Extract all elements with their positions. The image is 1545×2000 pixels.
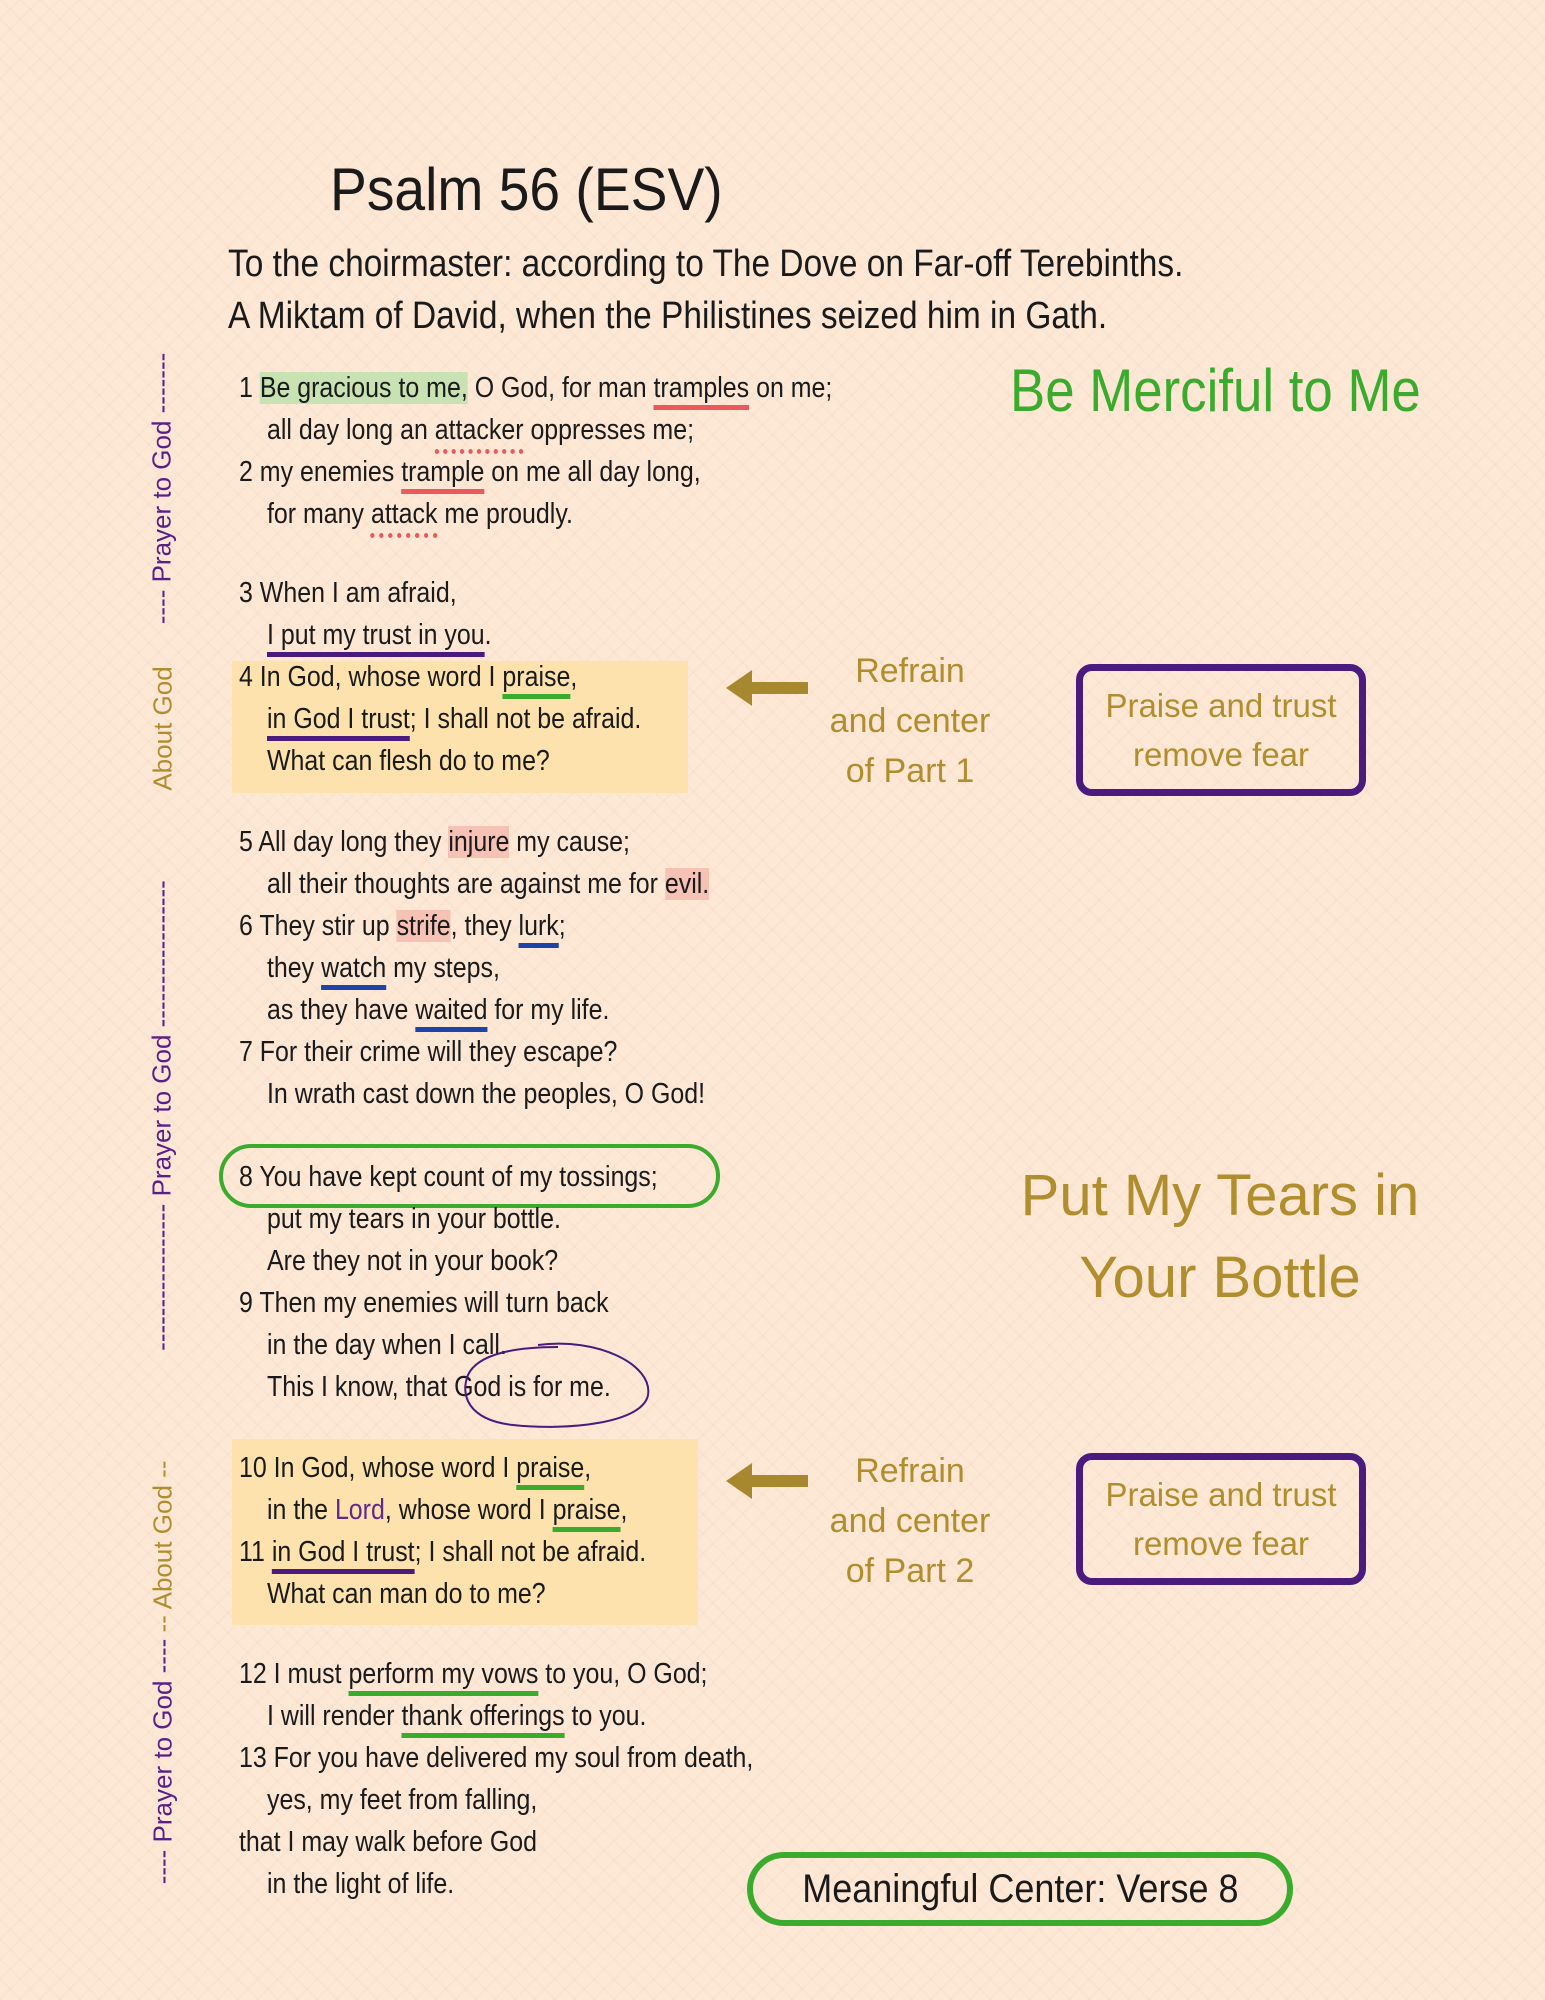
heading-part-2: Put My Tears in Your Bottle xyxy=(1020,1163,1420,1310)
verse-9c: This I know, that God is for me. xyxy=(267,1371,611,1403)
god-is-for-me-circle xyxy=(458,1335,658,1435)
verse-3a: 3 When I am afraid, xyxy=(239,577,457,609)
verse-7a: 7 For their crime will they escape? xyxy=(239,1036,618,1068)
verse-8a: 8 You have kept count of my tossings; xyxy=(239,1161,658,1193)
fear-box-1: Praise and trust remove fear xyxy=(1076,664,1366,796)
verse-3b: I put my trust in you. xyxy=(267,619,492,651)
verse-9b: in the day when I call. xyxy=(267,1329,507,1361)
meaningful-center-box: Meaningful Center: Verse 8 xyxy=(747,1852,1293,1926)
verse-11b: What can man do to me? xyxy=(267,1578,546,1610)
verse-13c: that I may walk before God xyxy=(239,1826,538,1858)
verse-10a: 10 In God, whose word I praise, xyxy=(239,1452,592,1484)
verse-5a: 5 All day long they injure my cause; xyxy=(239,826,630,858)
verse-6c: as they have waited for my life. xyxy=(267,994,610,1026)
verse-1b: all day long an attacker oppresses me; xyxy=(267,414,695,446)
side-label-about-2: -- About God -- xyxy=(147,1460,178,1633)
verse-8b: put my tears in your bottle. xyxy=(267,1203,561,1235)
fear-box-2: Praise and trust remove fear xyxy=(1076,1453,1366,1585)
verse-4a: 4 In God, whose word I praise, xyxy=(239,661,578,693)
side-label-prayer-3: ---- Prayer to God ---- xyxy=(147,1638,178,1885)
refrain-label-2: Refrain and center of Part 2 xyxy=(829,1452,991,1590)
verse-4b: in God I trust; I shall not be afraid. xyxy=(267,703,642,735)
verse-6b: they watch my steps, xyxy=(267,952,500,984)
highlight-gracious: Be gracious to me, xyxy=(259,372,468,404)
page-title: Psalm 56 (ESV) xyxy=(330,156,723,223)
arrow-left-icon xyxy=(726,1461,808,1501)
verse-13a: 13 For you have delivered my soul from death, xyxy=(239,1742,754,1774)
verse-2a: 2 my enemies trample on me all day long, xyxy=(239,456,701,488)
verse-8c: Are they not in your book? xyxy=(267,1245,559,1277)
verse-4c: What can flesh do to me? xyxy=(267,745,550,777)
verse-12a: 12 I must perform my vows to you, O God; xyxy=(239,1658,708,1690)
verse-10b: in the Lord, whose word I praise, xyxy=(267,1494,628,1526)
side-label-prayer-1: ---- Prayer to God ------- xyxy=(146,352,177,625)
refrain-label-1: Refrain and center of Part 1 xyxy=(829,652,991,790)
verse-12b: I will render thank offerings to you. xyxy=(267,1700,647,1732)
verse-9a: 9 Then my enemies will turn back xyxy=(239,1287,609,1319)
side-label-prayer-2: ----------------- Prayer to God ----------------- xyxy=(146,880,177,1351)
verse-13d: in the light of life. xyxy=(267,1868,455,1900)
side-label-about-1: About God xyxy=(147,666,178,791)
arrow-left-icon xyxy=(726,668,808,708)
verse-6a: 6 They stir up strife, they lurk; xyxy=(239,910,566,942)
verse-7b: In wrath cast down the peoples, O God! xyxy=(267,1078,706,1110)
verse-11a: 11 in God I trust; I shall not be afraid. xyxy=(239,1536,647,1568)
verse-1a: 1 Be gracious to me, O God, for man tramples on me; xyxy=(239,372,833,404)
verse-2b: for many attack me proudly. xyxy=(267,498,573,530)
verse-13b: yes, my feet from falling, xyxy=(267,1784,538,1816)
superscription-line-2: A Miktam of David, when the Philistines seized him in Gath. xyxy=(228,295,1108,337)
heading-part-1: Be Merciful to Me xyxy=(1010,357,1421,424)
verse-5b: all their thoughts are against me for evil. xyxy=(267,868,710,900)
superscription-line-1: To the choirmaster: according to The Dove on Far-off Terebinths. xyxy=(228,243,1184,285)
